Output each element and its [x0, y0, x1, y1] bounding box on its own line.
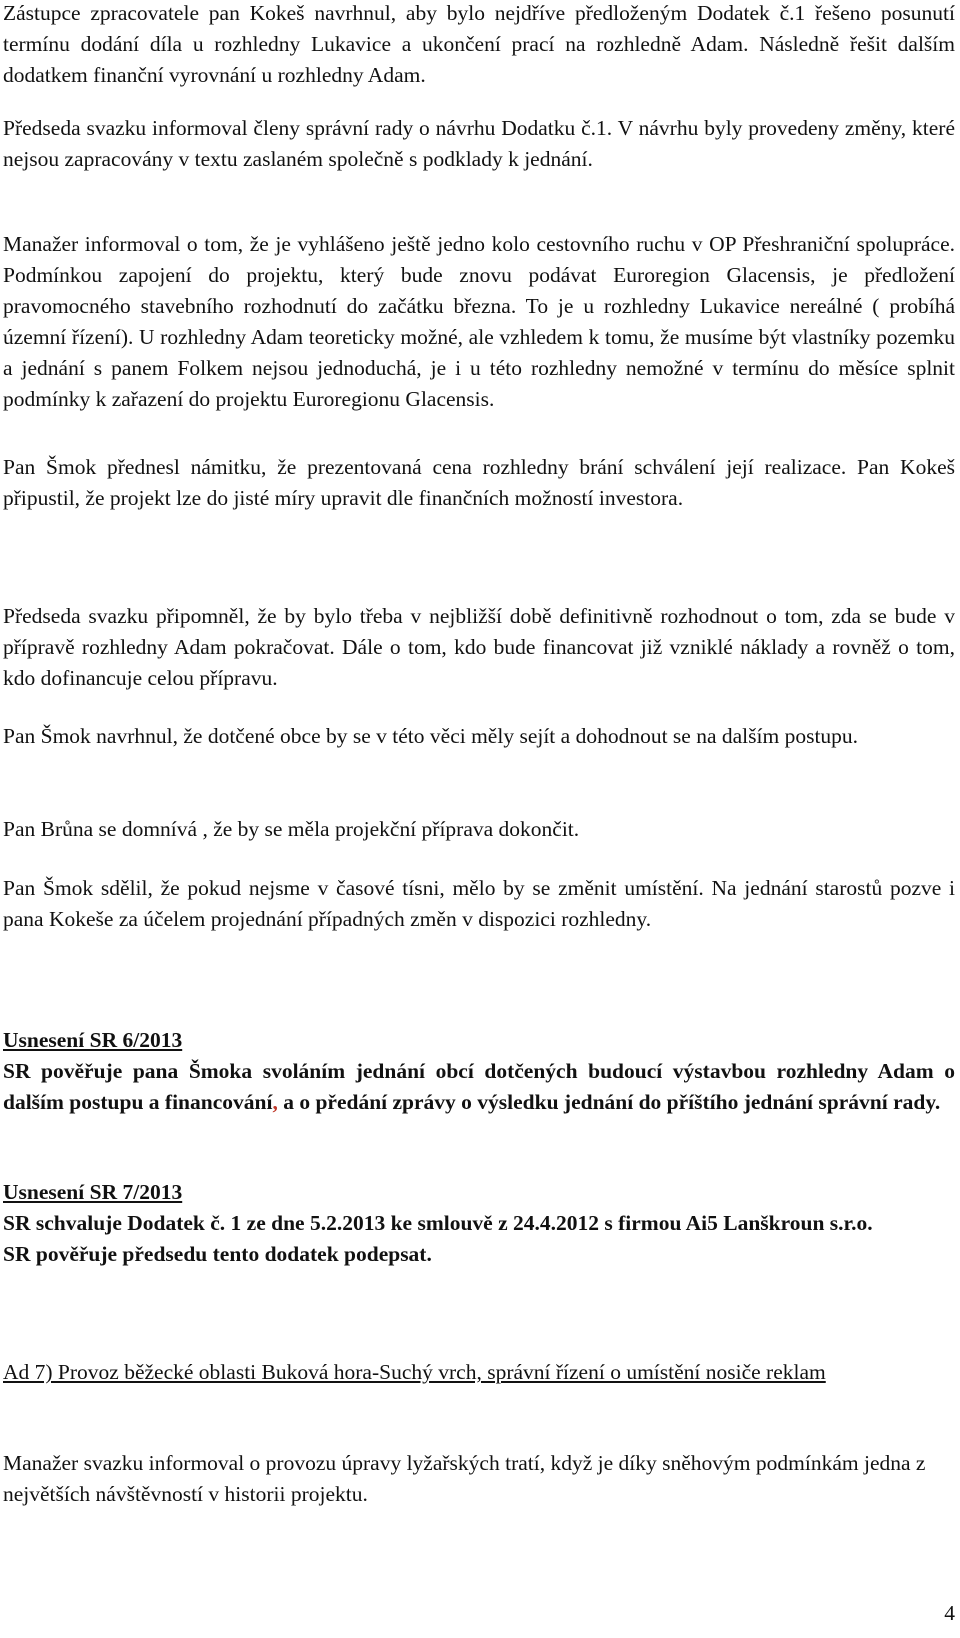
agenda-item-7-text: Manažer svazku informoval o provozu úpravy lyžařských tratí, když je díky sněhovým podmínkám jedna z největších návštěvností v historii projektu.	[3, 1451, 926, 1506]
paragraph-dodatek-proposal: Zástupce zpracovatele pan Kokeš navrhnul, aby bylo nejdříve předloženým Dodatek č.1 řešeno posunutí termínu dodání díla u rozhledny Lukavice a ukončení prací na rozhledně Adam. Následně řešit dalším dodatkem finanční vyrovnání u rozhledny Adam.	[3, 1, 955, 87]
resolution-6-comma: ,	[272, 1090, 278, 1114]
resolution-6-heading: Usnesení SR 6/2013	[3, 1028, 183, 1052]
resolution-6-text	[3, 1059, 955, 1114]
paragraph-chairman-reminded: Předseda svazku připomněl, že by bylo třeba v nejbližší době definitivně rozhodnout o tom, zda se bude v přípravě rozhledny Adam pokračovat. Dále o tom, kdo bude financovat již vzniklé náklady a rovněž o tom, kdo dofinancuje celou přípravu.	[3, 604, 955, 690]
page-number: 4	[944, 1601, 955, 1625]
resolution-7-authorization: SR pověřuje předsedu tento dodatek podepsat.	[3, 1242, 432, 1266]
resolution-6-text-part1: SR pověřuje pana Šmoka svoláním jednání obcí dotčených budoucí výstavbou rozhledny Adam o dalším postupu a financování	[3, 1059, 955, 1114]
paragraph-smok-proposal: Pan Šmok navrhnul, že dotčené obce by se v této věci měly sejít a dohodnout se na dalším postupu.	[3, 724, 859, 748]
resolution-6	[3, 1025, 955, 1118]
paragraph-smok-objection: Pan Šmok přednesl námitku, že prezentovaná cena rozhledny brání schválení její realizace. Pan Kokeš připustil, že projekt lze do jisté míry upravit dle finančních možností investora.	[3, 455, 955, 510]
agenda-item-7-heading: Ad 7) Provoz běžecké oblasti Buková hora-Suchý vrch, správní řízení o umístění nosiče reklam	[3, 1360, 826, 1384]
paragraph-bruna-opinion: Pan Brůna se domnívá , že by se měla projekční příprava dokončit.	[3, 817, 580, 841]
paragraph-smok-statement: Pan Šmok sdělil, že pokud nejsme v časové tísni, mělo by se změnit umístění. Na jednání starostů pozve i pana Kokeše za účelem projednání případných změn v dispozici rozhledny.	[3, 876, 955, 931]
resolution-7	[3, 1177, 955, 1270]
resolution-6-text-part2: a o předání zprávy o výsledku jednání do příštího jednání správní rady.	[277, 1090, 941, 1114]
resolution-7-heading: Usnesení SR 7/2013	[3, 1180, 183, 1204]
paragraph-manager-informed: Manažer informoval o tom, že je vyhlášeno ještě jedno kolo cestovního ruchu v OP Přeshraniční spolupráce. Podmínkou zapojení do projektu, který bude znovu podávat Euroregion Glacensis, je předložení pravomocného stavebního rozhodnutí do začátku března. To je u rozhledny Lukavice nereálné ( probíhá územní řízení). U rozhledny Adam teoreticky možné, ale vzhledem k tomu, že musíme být vlastníky pozemku a jednání s panem Folkem nejsou jednoduchá, je i u této rozhledny nemožné v termínu do měsíce splnit podmínky k zařazení do projektu Euroregionu Glacensis.	[3, 232, 955, 411]
paragraph-chairman-informed: Předseda svazku informoval členy správní rady o návrhu Dodatku č.1. V návrhu byly provedeny změny, které nejsou zapracovány v textu zaslaném společně s podklady k jednání.	[3, 116, 955, 171]
resolution-7-approval: SR schvaluje Dodatek č. 1 ze dne 5.2.2013 ke smlouvě z 24.4.2012 s firmou Ai5 Lanškroun s.r.o.	[3, 1211, 873, 1235]
